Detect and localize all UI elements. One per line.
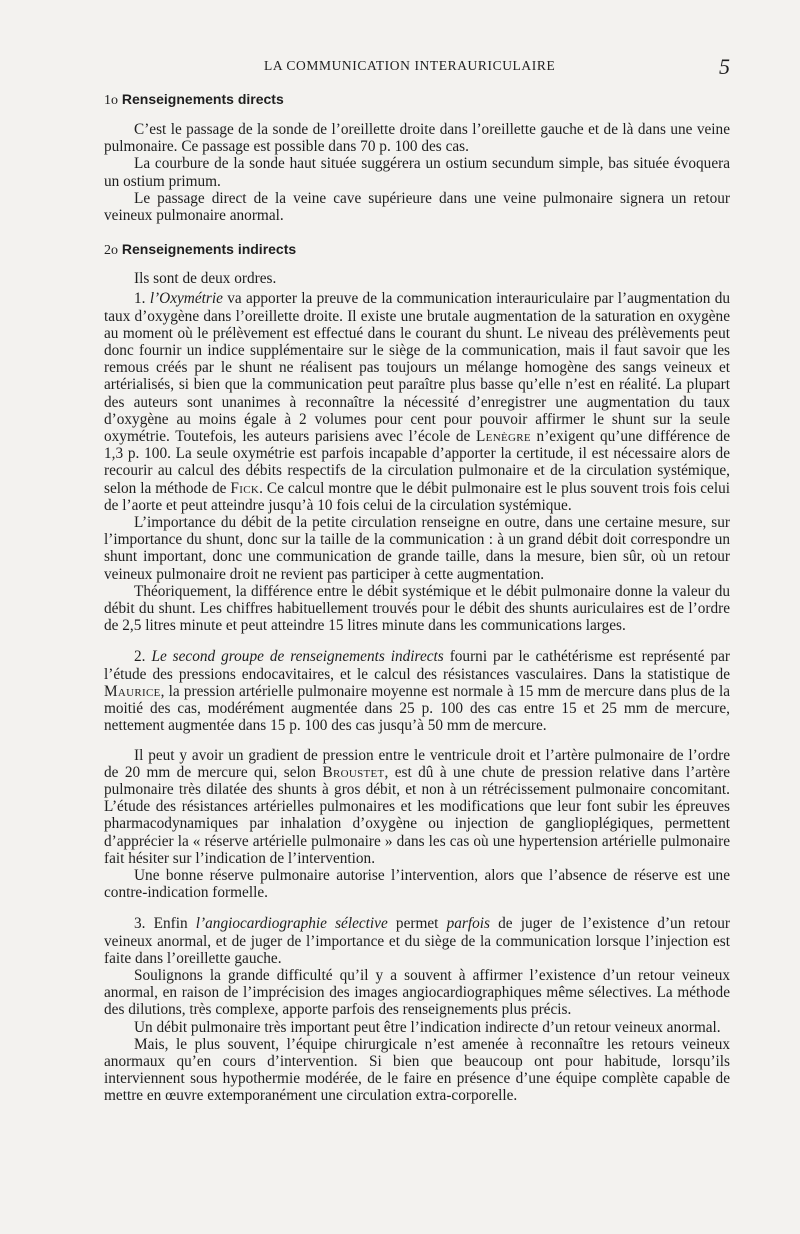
- author-name: Fick: [230, 479, 260, 497]
- paragraph: Mais, le plus souvent, l’équipe chirurgicale n’est amenée à reconnaître les retours veineux anormaux qu’en cours d’intervention. Si bien que beaucoup ont pour habitude, lorsqu’ils interviennent sous hypothermie modérée, de le faire en présence d’une équipe complète capable de mettre en œuvre extemporanément une circulation extra-corporelle.: [104, 1035, 730, 1105]
- page-number: 5: [719, 54, 730, 79]
- section-number: 2o: [104, 243, 118, 259]
- paragraph: Le passage direct de la veine cave supérieure dans une veine pulmonaire signera un retour veineux pulmonaire anormal.: [104, 189, 730, 225]
- section-heading-1: [104, 90, 730, 110]
- term: parfois: [446, 915, 490, 933]
- paragraph: Théoriquement, la différence entre le débit systémique et le débit pulmonaire donne la valeur du débit du shunt. Les chiffres habituellement trouvés pour le débit des shunts auriculaires est de l’ordre de 2,5 litres minute et peut atteindre 15 litres minute dans les communications larges.: [104, 582, 730, 635]
- author-name: Lenègre: [476, 428, 531, 446]
- paragraph: Une bonne réserve pulmonaire autorise l’intervention, alors que l’absence de réserve est une contre-indication formelle.: [104, 866, 730, 902]
- paragraph: L’importance du débit de la petite circulation renseigne en outre, dans une certaine mesure, sur l’importance du shunt, donc sur la taille de la communication : à un grand débit doit correspondre un shunt important, donc une communication de grande taille, dans la mesure, bien sûr, où un retour veineux pulmonaire droit ne revient pas participer à cette augmentation.: [104, 514, 730, 583]
- section-number: 1o: [104, 93, 118, 108]
- paragraph: Un débit pulmonaire très important peut être l’indication indirecte d’un retour veineux anormal.: [134, 1018, 721, 1036]
- paragraph-pressions: 2. Le second groupe de renseignements indirects fourni par le cathétérisme est représenté par l’étude des pressions endocavitaires, et le calcul des résistances vasculaires. Dans la statistique de Maurice, la pression artérielle pulmonaire moyenne est normale à 15 mm de mercure dans plus de la moitié des cas, modérément augmentée dans 25 p. 100 des cas entre 15 et 25 mm de mercure, nettement augmentée dans 15 p. 100 des cas jusqu’à 50 mm de mercure.: [104, 648, 731, 735]
- page-header: [104, 54, 730, 80]
- section-heading-2: [104, 240, 730, 260]
- section-title: Renseignements indirects: [121, 241, 297, 258]
- paragraph: Soulignons la grande difficulté qu’il y a souvent à affirmer l’existence d’un retour veineux anormal, en raison de l’imprécision des images angiocardiographiques même sélectives. La méthode des dilutions, très complexe, apporte parfois des renseignements plus précis.: [104, 966, 730, 1019]
- paragraph: La courbure de la sonde haut située suggérera un ostium secundum simple, bas située évoquera un ostium primum.: [104, 155, 730, 190]
- running-title: LA COMMUNICATION INTERAURICULAIRE: [264, 58, 556, 73]
- author-name: Maurice: [104, 682, 161, 700]
- section-title: Renseignements directs: [121, 91, 284, 107]
- author-name: Broustet: [322, 763, 385, 781]
- article-body: [104, 90, 730, 1105]
- term: l’angiocardiographie sélective: [195, 915, 388, 933]
- term: l’Oxymétrie: [149, 290, 223, 308]
- paragraph-angiocardiographie: 3. Enfin l’angiocardiographie sélective permet parfois de juger de l’existence d’un retour veineux anormal, et de juger de l’importance et du siège de la communication lorsque l’injection est faite dans l’oreillette gauche.: [104, 915, 731, 967]
- paragraph: Il peut y avoir un gradient de pression entre le ventricule droit et l’artère pulmonaire de l’ordre de 20 mm de mercure qui, selon Broustet, est dû à une chute de pression relative dans l’artère pulmonaire très dilatée des shunts à gros débit, et non à un rétrécissement pulmonaire concomitant. L’étude des résistances artérielles pulmonaires et les modifications que leur font subir les épreuves pharmacodynamiques par inhalation d’oxygène ou injection de ganglioplégiques, permettent d’apprécier la « réserve artérielle pulmonaire » dans les cas où une hypertension artérielle pulmonaire fait hésiter sur l’indication de l’intervention.: [104, 746, 730, 867]
- paragraph: C’est le passage de la sonde de l’oreillette droite dans l’oreillette gauche et de là dans une veine pulmonaire. Ce passage est possible dans 70 p. 100 des cas.: [104, 121, 730, 156]
- paragraph: Ils sont de deux ordres.: [134, 270, 277, 288]
- term: Le second groupe de renseignements indirects: [151, 648, 444, 666]
- paragraph-oxymetrie: 1. l’Oxymétrie va apporter la preuve de la communication interauriculaire par l’augmentation du taux d’oxygène dans l’oreillette droite. Il existe une brutale augmentation de la saturation en oxygène au moment où le prélèvement est effectué dans le courant du shunt. Le niveau des prélèvements peut donc fournir un indice supplémentaire sur le siège de la communication, mais il faut savoir que les remous créés par le shunt ne réalisent pas toujours un mélange homogène des sangs veineux et artérialisés, si bien que la communication peut paraître plus basse qu’elle n’est en réalité. La plupart des auteurs sont unanimes à reconnaître la nécessité d’enregistrer une augmentation du taux d’oxygène au moins égale à 2 volumes pour cent pour pouvoir affirmer le shunt sur la seule oxymétrie. Toutefois, les auteurs parisiens avec l’école de Lenègre n’exigent qu’une différence de 1,3 p. 100. La seule oxymétrie est parfois incapable d’apporter la certitude, il est nécessaire alors de recourir au calcul des débits respectifs de la circulation pulmonaire et de la circulation systémique, selon la méthode de Fick. Ce calcul montre que le débit pulmonaire est le plus souvent trois fois celui de l’aorte et peut atteindre jusqu’à 10 fois celui de la circulation systémique.: [104, 290, 730, 514]
